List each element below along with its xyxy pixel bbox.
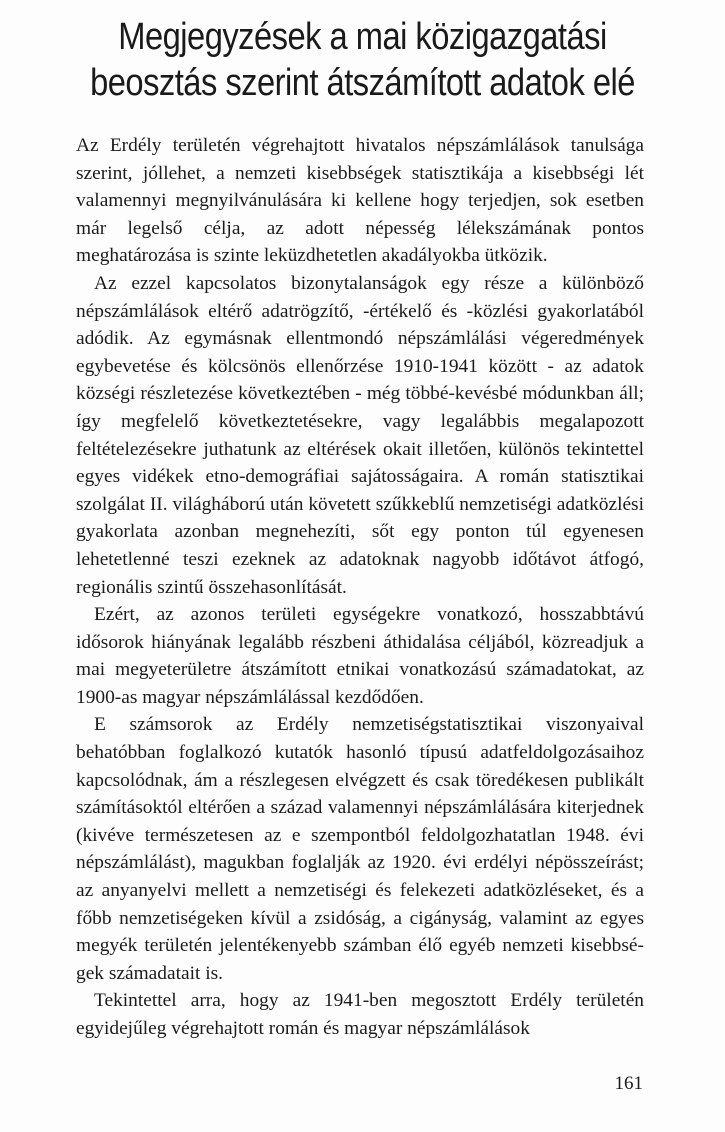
paragraph-3: Ezért, az azonos területi egységekre vonatkozó, hosszabbtávú idősorok hiányának legalább részbeni áthidalása céljából, közreadjuk a mai megyeterületre átszámított etnikai vonatkozású számadatokat, az 1900-as magyar népszámlálással kezdődően. [76, 604, 644, 708]
page-number: 161 [614, 1073, 643, 1094]
page-title [85, 14, 640, 106]
paragraph-1: Az Erdély területén végrehajtott hivatalos népszámlálások tanulsága szerint, jóllehet, a nemzeti kisebbségek statisztikája a kisebbségi lét valamennyi megnyilvánulására ki kellene hogy terjedjen, sok esetben már legelső célja, az adott népesség lélekszámának pontos meghatározása is szinte leküzdhetetlen akadályokba ütközik. [76, 135, 644, 267]
paragraph-5: Tekintettel arra, hogy az 1941-ben megosztott Erdély területén egyidejűleg végrehajtott román és magyar népszámlálások [76, 990, 644, 1039]
title-line-1: Megjegyzések a mai közigazgatási [118, 16, 607, 58]
paragraph-4: E számsorok az Erdély nemzetiségstatisztikai viszonyaival behatóbban foglalkozó kutatók hasonló típusú adatfeldolgozásaihoz kapcsolódnak, ám a részlegesen elvégzett és csak töredékesen publikált számításoktól eltérően a század valamennyi népszámlálására kiterjednek (kivéve természetesen az e szempontból feldolgozhatatlan 1948. évi népszámlálást), magukban foglalják az 1920. évi erdélyi népösszeírást; az anyanyelvi mellett a nemzetiségi és felekezeti adatközléseket, és a főbb nemzetiségeken kívül a zsidóság, a cigányság, valamint az egyes megyék területén jelentékenyebb számban élő egyéb nemzeti kisebbségek számadatait is. [76, 714, 644, 984]
title-line-2: beosztás szerint átszámított adatok elé [90, 62, 635, 104]
paragraph-2: Az ezzel kapcsolatos bizonytalanságok egy része a különböző népszámlálások eltérő adatrögzítő, -értékelő és -közlési gyakorlatából adódik. Az egymásnak ellentmondó népszámlálási végeredmények egybevetése és kölcsönös ellenőrzése 1910-1941 között - az adatok községi részletezése következtében - még többé-kevésbé módunkban áll; így megfelelő következtetésekre, vagy legalábbis megalapozott feltételezésekre juthatunk az eltérések okait illetően, különös tekintettel egyes vidékek etno-demográfiai sajátosságaira. A román statisztikai szolgálat II. világháború után követett szűkkeblű nemzetiségi adatközlési gyakorlata azonban megnehezíti, sőt egy ponton túl egyenesen lehetetlenné teszi ezeknek az adatoknak nagyobb időtávot átfogó, regionális szintű összehasonlítását. [76, 272, 644, 598]
body-text [76, 132, 644, 1043]
